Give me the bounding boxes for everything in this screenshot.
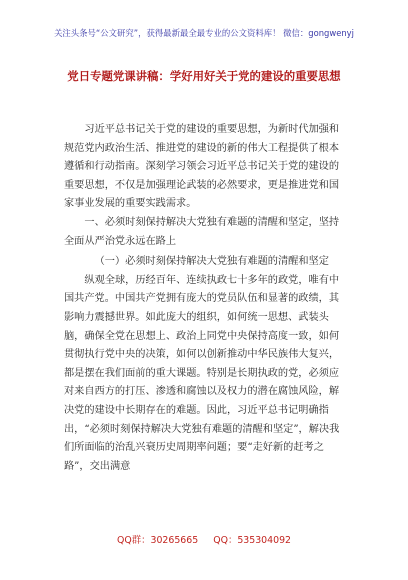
- footer-contact: [0, 532, 408, 546]
- document-title: 党日专题党课讲稿：学好用好关于党的建设的重要思想: [67, 69, 341, 83]
- footer-qq: QQ：535304092: [213, 535, 292, 546]
- subsection-heading: （一）必须时刻保持解决大党独有难题的清醒和坚定: [94, 256, 329, 268]
- document-body: [64, 121, 346, 476]
- paragraph-body: 纵观全球，历经百年、连续执政七十多年的政党，唯有中国共产党。中国共产党拥有庞大的党员队伍和显著的政绩，其影响力震撼世界。如此庞大的组织，如何统一思想、武装头脑，确保全党在思想上、政治上同党中央保持高度一致，如何贯彻执行党中央的决策，如何以创新推动中华民族伟大复兴，都是摆在我们面前的重大课题。特别是长期执政的党，必须应对来自西方的打压、渗透和腐蚀以及权力的潜在腐蚀风险，解决党的建设中长期存在的难题。因此，习近平总书记明确指出，“必须时刻保持解决大党独有难题的清醒和坚定”，解决我们所面临的治乱兴衰历史周期率问题；要“走好新的赶考之路”，交出满意: [64, 274, 340, 472]
- section-heading: 一、必须时刻保持解决大党独有难题的清醒和坚定，坚持全面从严治党永远在路上: [64, 216, 340, 247]
- footer-qq-group: QQ群：30265665: [116, 535, 199, 546]
- header-notice: 关注头条号“公文研究”，获得最新最全最专业的公文资料库！ 微信：gongwenyj: [54, 28, 354, 38]
- paragraph-intro: 习近平总书记关于党的建设的重要思想，为新时代加强和规范党内政治生活、推进党的建设的新的伟大工程提供了根本遵循和行动指南。深刻学习领会习近平总书记关于党的建设的重要思想，不仅是加强理论武装的必然要求，更是推进党和国家事业发展的重要实践需求。: [64, 124, 340, 210]
